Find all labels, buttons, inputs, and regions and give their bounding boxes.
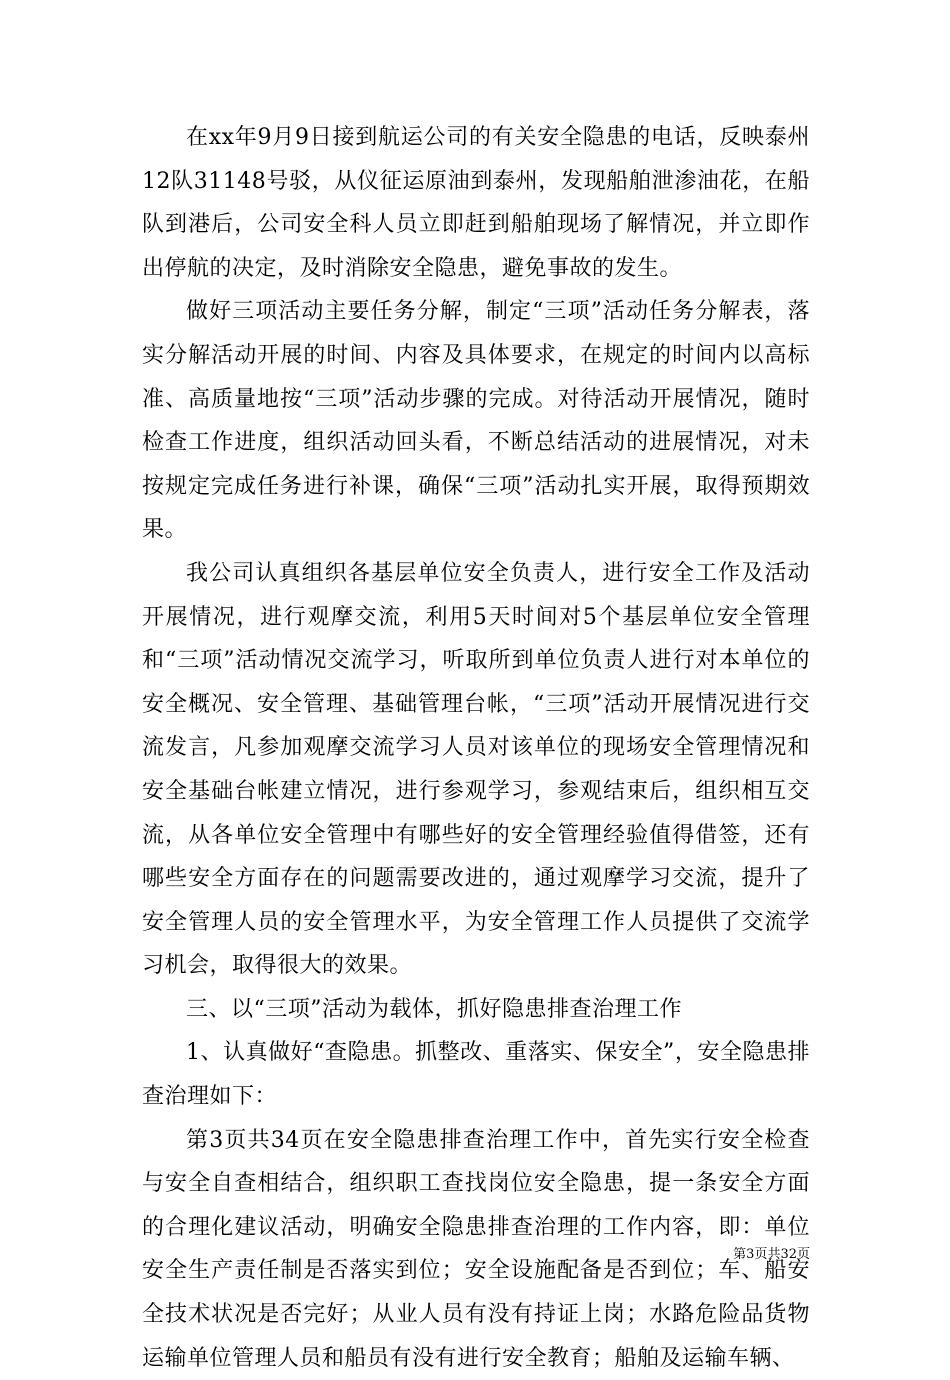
document-body <box>142 116 810 1380</box>
paragraph-observation-exchange: 我公司认真组织各基层单位安全负责人，进行安全工作及活动开展情况，进行观摩交流，利用5天时间对5个基层单位安全管理和“三项”活动情况交流学习，听取所到单位负责人进行对本单位的安全概况、安全管理、基础管理台帐，“三项”活动开展情况进行交流发言，凡参加观摩交流学习人员对该单位的现场安全管理情况和安全基础台帐建立情况，进行参观学习，参观结束后，组织相互交流，从各单位安全管理中有哪些好的安全管理经验值得借签，还有哪些安全方面存在的问题需要改进的，通过观摩学习交流，提升了安全管理人员的安全管理水平，为安全管理工作人员提供了交流学习机会，取得很大的效果。 <box>142 560 810 979</box>
subsection-heading-hazard-items: 1、认真做好“查隐患。抓整改、重落实、保安全”，安全隐患排查治理如下： <box>142 1040 810 1110</box>
paragraph-incident-report: 在xx年9月9日接到航运公司的有关安全隐患的电话，反映泰州12队31148号驳，从仪征运原油到泰州，发现船舶泄渗油花，在船队到港后，公司安全科人员立即赶到船舶现场了解情况，并立即作出停航的决定，及时消除安全隐患，避免事故的发生。 <box>142 125 810 281</box>
section-heading-hazard-inspection: 三、以“三项”活动为载体，抓好隐患排查治理工作 <box>186 996 682 1022</box>
paragraph-task-breakdown: 做好三项活动主要任务分解，制定“三项”活动任务分解表，落实分解活动开展的时间、内容及具体要求，在规定的时间内以高标准、高质量地按“三项”活动步骤的完成。对待活动开展情况，随时检查工作进度，组织活动回头看，不断总结活动的进展情况，对未按规定完成任务进行补课，确保“三项”活动扎实开展，取得预期效果。 <box>142 299 810 543</box>
page-number-footer: 第3页共32页 <box>733 1247 810 1262</box>
paragraph-hazard-inspection-details: 第3页共34页在安全隐患排查治理工作中，首先实行安全检查与安全自查相结合，组织职工查找岗位安全隐患，提一条安全方面的合理化建议活动，明确安全隐患排查治理的工作内容，即：单位安全生产责任制是否落实到位；安全设施配备是否到位；车、船安全技术状况是否完好；从业人员有没有持证上岗；水路危险品货物运输单位管理人员和船员有没有进行安全教育；船舶及运输车辆、 <box>142 1127 810 1371</box>
